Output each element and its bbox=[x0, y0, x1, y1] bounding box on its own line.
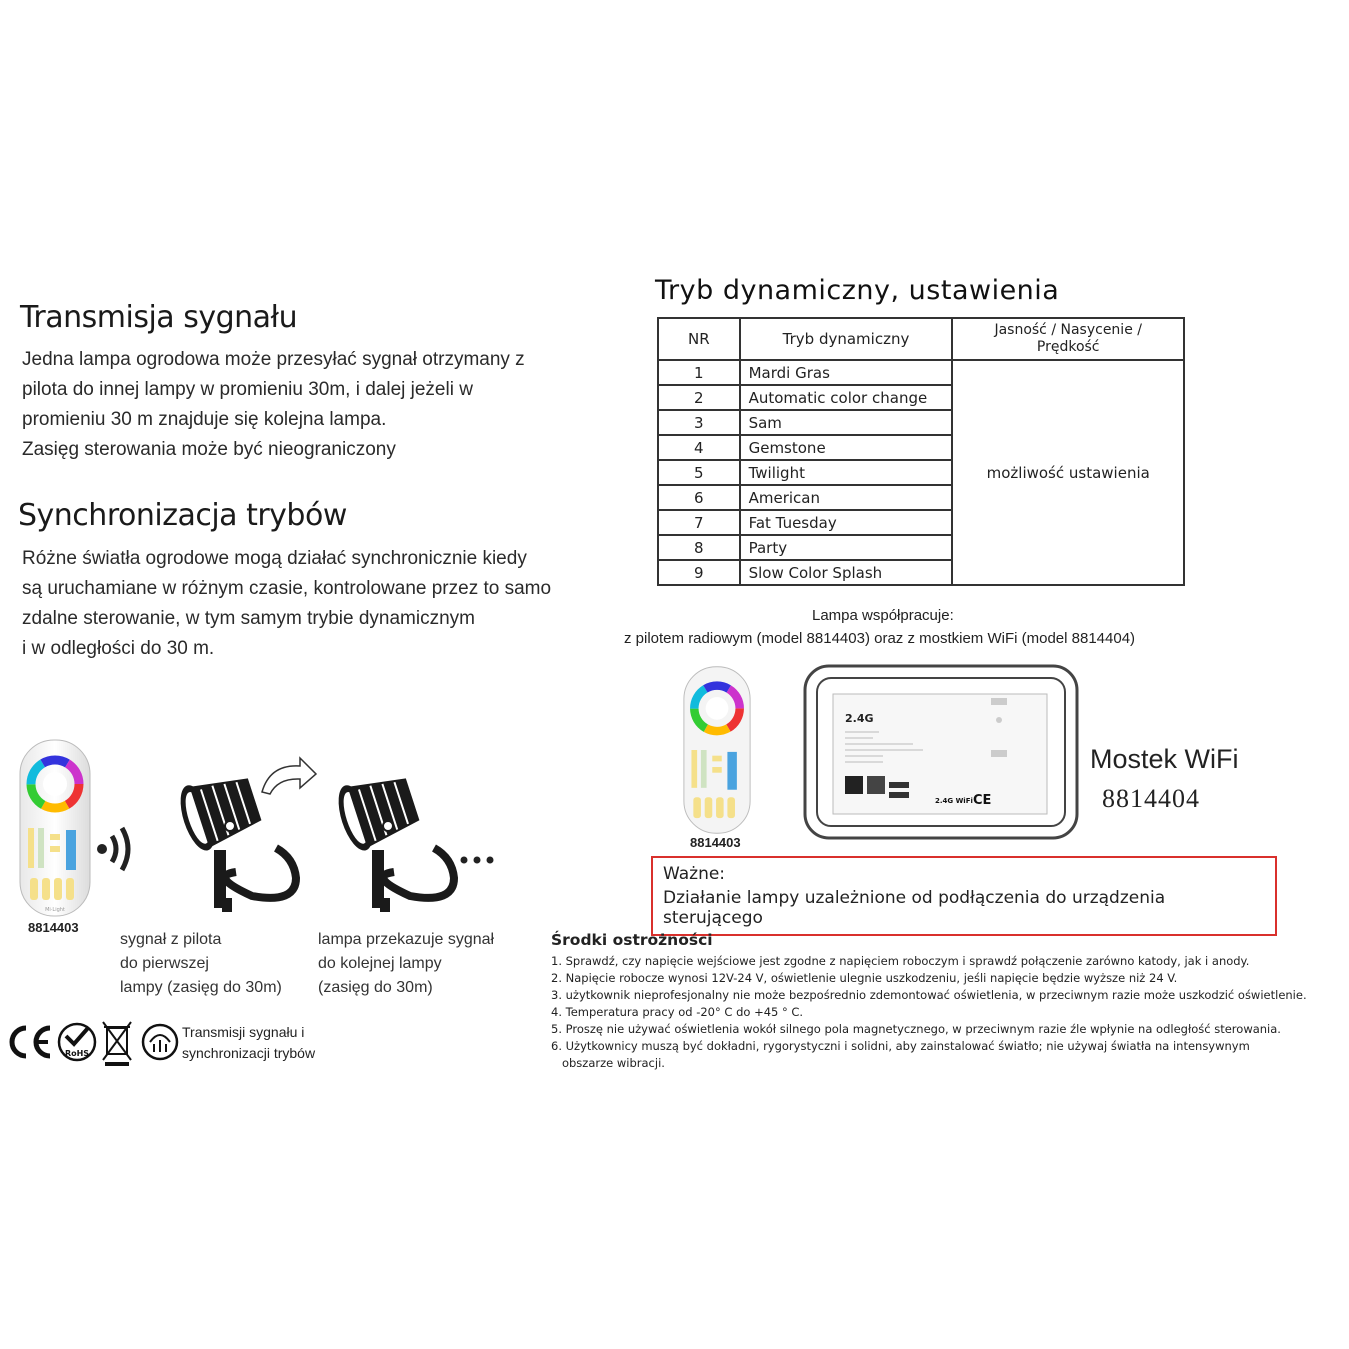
remote-brand: Mi·Light bbox=[45, 907, 65, 913]
compat-title: Lampa współpracuje: bbox=[812, 607, 954, 624]
table-row bbox=[658, 360, 1184, 385]
precaution-item: 2. Napięcie robocze wynosi 12V-24 V, oświetlenie ulegnie uszkodzeniu, jeśli napięcie będzie wyższe niż 24 V. bbox=[551, 971, 1178, 985]
caption-line: lampy (zasięg do 30m) bbox=[120, 979, 282, 996]
signal-line: Zasięg sterowania może być nieograniczony bbox=[22, 439, 396, 460]
row-name: Party bbox=[740, 535, 953, 560]
remote-control-image bbox=[18, 738, 92, 918]
important-note bbox=[651, 856, 1277, 936]
precaution-item: 3. użytkownik nieprofesjonalny nie może bezpośrednio zdemontować oświetlenia, w przeciwnym razie może uszkodzić oświetlenie. bbox=[551, 988, 1307, 1002]
wifi-bridge-image bbox=[803, 664, 1079, 840]
header-settings: Jasność / Nasycenie / Prędkość bbox=[952, 318, 1184, 360]
remote-model-label: 8814403 bbox=[28, 920, 79, 935]
settings-cell: możliwość ustawienia bbox=[952, 360, 1184, 585]
bridge-wifi-text: 2.4G WiFi bbox=[935, 797, 973, 805]
row-nr: 4 bbox=[658, 435, 740, 460]
signal-paragraph bbox=[22, 345, 582, 465]
remote-control-image bbox=[682, 664, 752, 836]
svg-text:CE: CE bbox=[973, 793, 992, 808]
row-nr: 6 bbox=[658, 485, 740, 510]
row-name: American bbox=[740, 485, 953, 510]
dynamic-mode-title: Tryb dynamiczny, ustawienia bbox=[655, 275, 1060, 306]
precaution-item: 5. Proszę nie używać oświetlenia wokół silnego pola magnetycznego, w przeciwnym razie źle wpłynie na odległość sterowania. bbox=[551, 1022, 1281, 1036]
row-name: Sam bbox=[740, 410, 953, 435]
row-name: Automatic color change bbox=[740, 385, 953, 410]
caption-line: do pierwszej bbox=[120, 955, 209, 972]
caption-line: lampa przekazuje sygnał bbox=[318, 931, 495, 948]
header-mode: Tryb dynamiczny bbox=[740, 318, 953, 360]
cert-note-line: Transmisji sygnału i bbox=[182, 1024, 305, 1040]
caption-relay-lamp bbox=[318, 928, 494, 1000]
weee-bin-icon bbox=[100, 1018, 134, 1066]
dynamic-mode-table bbox=[657, 317, 1185, 586]
important-title: Ważne: bbox=[663, 864, 726, 884]
remote-model-label: 8814403 bbox=[690, 835, 741, 850]
relay-arrow-icon bbox=[256, 752, 322, 800]
wireless-signal-icon bbox=[96, 822, 140, 876]
svg-text:RoHS: RoHS bbox=[64, 1049, 90, 1058]
precaution-item: 6. Użytkownicy muszą być dokładni, rygorystyczni i solidni, aby zainstalować światło; nie używaj światła na intensywnym bbox=[551, 1039, 1250, 1053]
cert-note-line: synchronizacji trybów bbox=[182, 1045, 316, 1061]
compat-text: z pilotem radiowym (model 8814403) oraz z mostkiem WiFi (model 8814404) bbox=[624, 630, 1136, 647]
caption-line: sygnał z pilota bbox=[120, 931, 222, 948]
bridge-model: 8814404 bbox=[1102, 784, 1200, 813]
caption-first-lamp bbox=[120, 928, 282, 1000]
row-nr: 1 bbox=[658, 360, 740, 385]
precautions-title: Środki ostrożności bbox=[551, 931, 713, 949]
sync-line: są uruchamiane w różnym czasie, kontrolowane przez to samo bbox=[22, 578, 552, 599]
row-name: Twilight bbox=[740, 460, 953, 485]
continuation-dots-icon bbox=[458, 852, 498, 868]
sync-line: i w odległości do 30 m. bbox=[22, 638, 215, 659]
signal-line: pilota do innej lampy w promieniu 30m, i dalej jeżeli w bbox=[22, 379, 473, 400]
row-name: Mardi Gras bbox=[740, 360, 953, 385]
precaution-item: obszarze wibracji. bbox=[551, 1056, 665, 1070]
header-nr: NR bbox=[658, 318, 740, 360]
signal-line: promieniu 30 m znajduje się kolejna lampa. bbox=[22, 409, 387, 430]
rohs-icon bbox=[56, 1020, 98, 1064]
ce-mark-icon bbox=[6, 1022, 54, 1062]
precaution-item: 1. Sprawdź, czy napięcie wejściowe jest zgodne z napięciem roboczym i sprawdź połączenie zarówno katody, jak i anody. bbox=[551, 954, 1250, 968]
row-nr: 2 bbox=[658, 385, 740, 410]
row-name: Gemstone bbox=[740, 435, 953, 460]
signal-heading: Transmisja sygnału bbox=[20, 300, 298, 335]
sync-line: Różne światła ogrodowe mogą działać synchronicznie kiedy bbox=[22, 548, 527, 569]
sync-line: zdalne sterowanie, w tym samym trybie dynamicznym bbox=[22, 608, 475, 629]
signal-line: Jedna lampa ogrodowa może przesyłać sygnał otrzymany z bbox=[22, 349, 525, 370]
caption-line: (zasięg do 30m) bbox=[318, 979, 433, 996]
precaution-item: 4. Temperatura pracy od -20° C do +45 ° C. bbox=[551, 1005, 804, 1019]
row-nr: 9 bbox=[658, 560, 740, 585]
signal-sync-icon bbox=[140, 1020, 180, 1064]
row-name: Slow Color Splash bbox=[740, 560, 953, 585]
sync-heading: Synchronizacja trybów bbox=[18, 498, 347, 533]
row-name: Fat Tuesday bbox=[740, 510, 953, 535]
bridge-label: Mostek WiFi bbox=[1090, 744, 1239, 774]
row-nr: 3 bbox=[658, 410, 740, 435]
sync-paragraph bbox=[22, 544, 602, 664]
row-nr: 7 bbox=[658, 510, 740, 535]
row-nr: 5 bbox=[658, 460, 740, 485]
bridge-device-text: 2.4G bbox=[845, 712, 874, 725]
garden-lamp-image bbox=[326, 768, 476, 918]
row-nr: 8 bbox=[658, 535, 740, 560]
important-text: Działanie lampy uzależnione od podłączenia do urządzenia sterującego bbox=[663, 888, 1166, 928]
caption-line: do kolejnej lampy bbox=[318, 955, 442, 972]
cert-note bbox=[182, 1022, 315, 1064]
table-header-row bbox=[658, 318, 1184, 360]
precautions-list bbox=[551, 953, 1341, 1072]
